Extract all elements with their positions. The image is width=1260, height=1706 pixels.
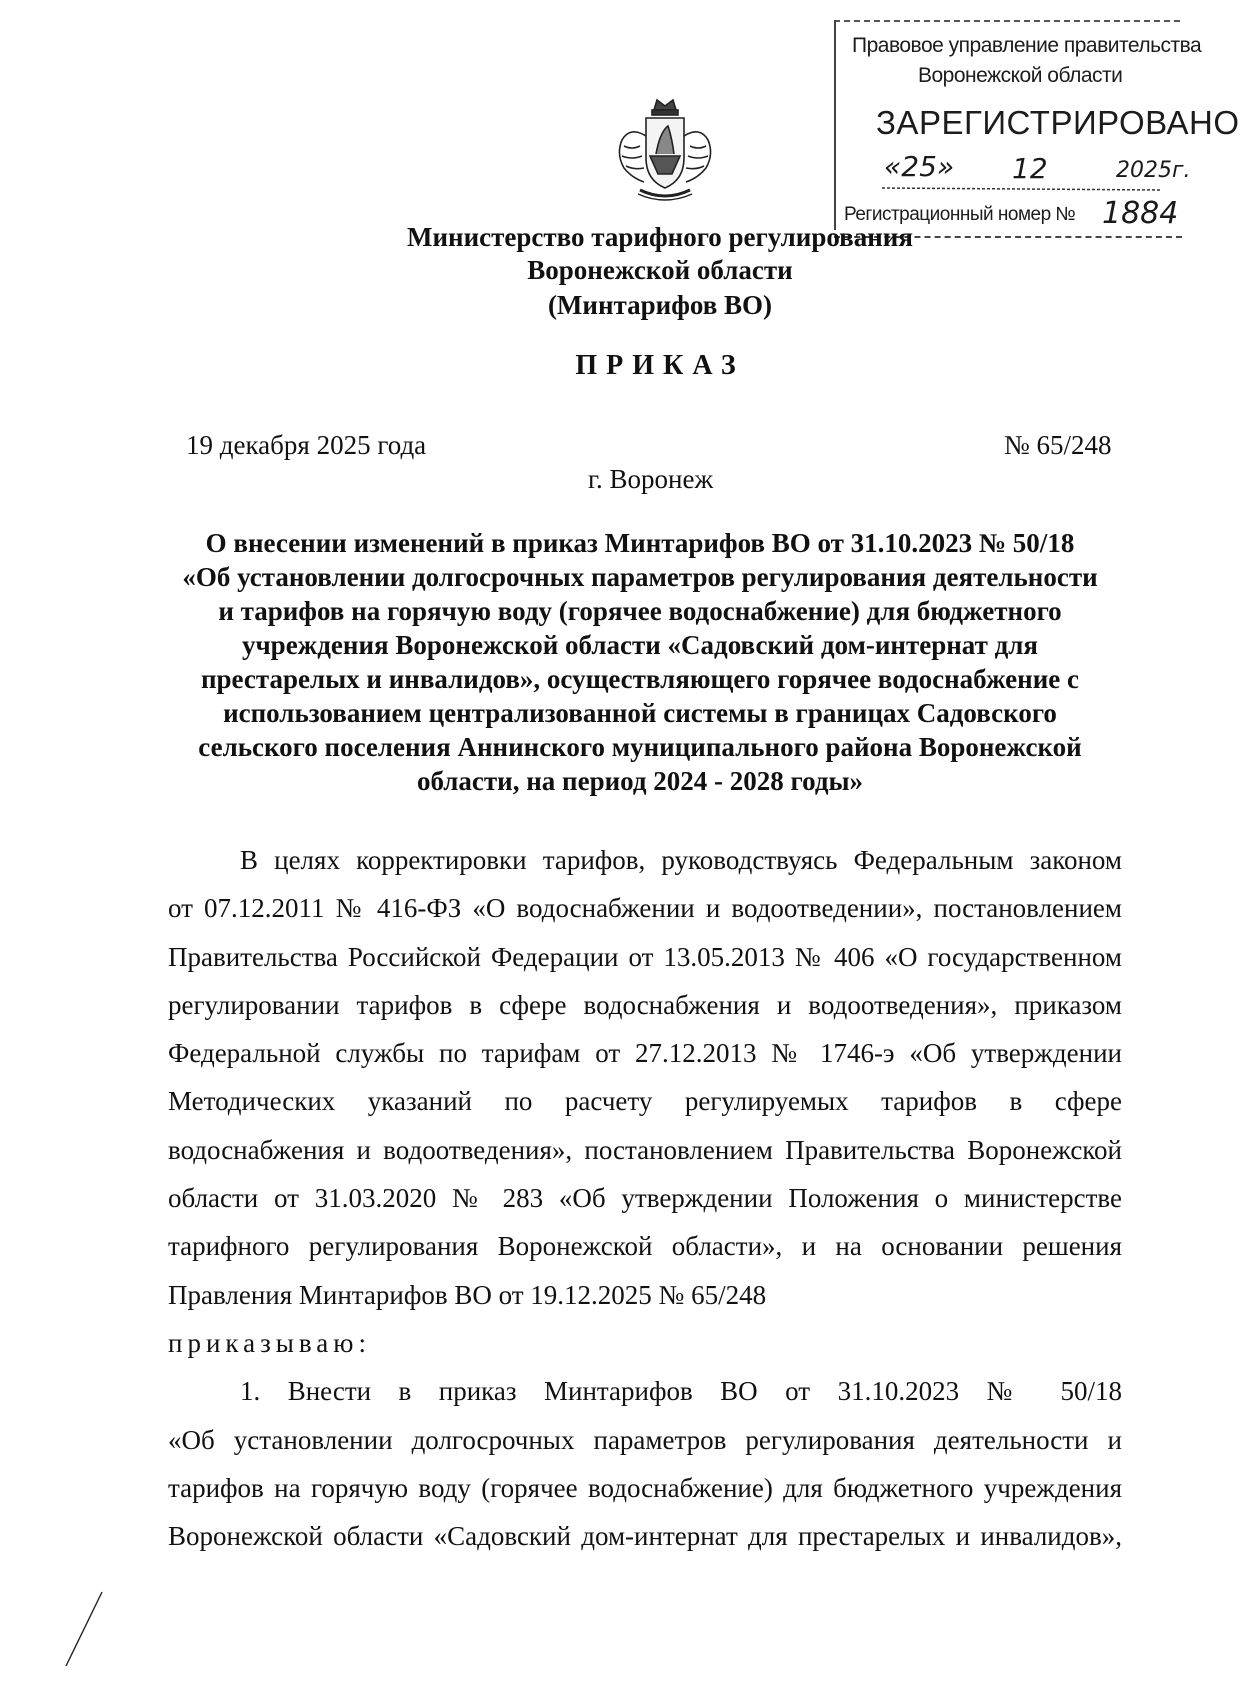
body-line: от 07.12.2011 № 416-ФЗ «О водоснабжении и водоотведении», постановлением <box>168 893 1122 924</box>
ministry-region: Воронежской области <box>527 255 793 285</box>
stamp-reg-number-label: Регистрационный номер № <box>844 204 1076 225</box>
stamp-date-underline <box>872 148 1172 196</box>
document-city: г. Воронеж <box>588 464 714 494</box>
stamp-border <box>834 20 836 230</box>
item1-line: тарифов на горячую воду (горячее водоснабжение) для бюджетного учреждения <box>168 1472 1122 1503</box>
document-body <box>168 836 1122 1560</box>
body-line: Методических указаний по расчету регулируемых тарифов в сфере <box>168 1086 1122 1117</box>
stamp-date <box>872 148 1191 196</box>
stamp-date-day: «25» <box>884 150 955 183</box>
registration-stamp <box>834 18 1240 238</box>
body-line: Федеральной службы по тарифам от 27.12.2013 № 1746-э «Об утверждении <box>168 1038 1122 1069</box>
body-line: В целях корректировки тарифов, руководствуясь Федеральным законом <box>240 845 1122 875</box>
subject-line: О внесении изменений в приказ Минтарифов ВО от 31.10.2023 № 50/18 <box>205 528 1075 558</box>
ministry-name: Министерство тарифного регулирования <box>407 222 913 252</box>
stamp-registered-label: ЗАРЕГИСТРИРОВАНО <box>876 104 1240 141</box>
document-type-title: ПРИКАЗ <box>575 350 745 381</box>
order-word: приказываю: <box>168 1327 371 1358</box>
stamp-authority-line1: Правовое управление правительства <box>852 34 1202 57</box>
subject-line: области, на период 2024 - 2028 годы» <box>416 766 864 796</box>
body-line: Правительства Российской Федерации от 13.05.2013 № 406 «О государственном <box>168 941 1122 972</box>
document-number: № 65/248 <box>1004 430 1112 460</box>
subject-line: использованием централизованной системы в границах Садовского <box>223 698 1057 728</box>
item1-line: 1. Внести в приказ Минтарифов ВО от 31.10.2023 № 50/18 <box>240 1376 1122 1407</box>
document-subject <box>160 526 1120 798</box>
subject-line: престарелых и инвалидов», осуществляющего горячее водоснабжение с <box>200 664 1079 694</box>
subject-line: и тарифов на горячую воду (горячее водоснабжение) для бюджетного <box>218 596 1062 626</box>
stamp-authority-line2: Воронежской области <box>918 64 1123 87</box>
body-line: Правления Минтарифов ВО от 19.12.2025 № 65/248 <box>168 1279 767 1310</box>
body-line: тарифного регулирования Воронежской области», и на основании решения <box>168 1231 1122 1262</box>
body-line: области от 31.03.2020 № 283 «Об утверждении Положения о министерстве <box>168 1183 1122 1214</box>
ministry-abbrev: (Минтарифов ВО) <box>547 290 773 320</box>
subject-line: сельского поселения Аннинского муниципального района Воронежской <box>198 732 1082 762</box>
document-date: 19 декабря 2025 года <box>186 430 427 460</box>
stamp-border <box>834 20 1180 22</box>
margin-pen-mark <box>60 1590 110 1670</box>
item1-line: Воронежской области «Садовский дом-интернат для престарелых и инвалидов», <box>168 1521 1122 1552</box>
subject-line: «Об установлении долгосрочных параметров регулирования деятельности <box>182 562 1098 592</box>
stamp-date-month: 12 <box>1012 152 1048 185</box>
stamp-date-year: 2025г. <box>1116 158 1191 183</box>
item1-line: «Об установлении долгосрочных параметров регулирования деятельности и <box>168 1424 1122 1455</box>
subject-line: учреждения Воронежской области «Садовский дом-интернат для <box>241 630 1039 660</box>
body-line: водоснабжения и водоотведения», постановлением Правительства Воронежской <box>168 1134 1122 1165</box>
stamp-reg-number: 1884 <box>1102 196 1179 231</box>
body-line: регулировании тарифов в сфере водоснабжения и водоотведения», приказом <box>168 989 1122 1020</box>
coat-of-arms-icon <box>610 96 720 208</box>
